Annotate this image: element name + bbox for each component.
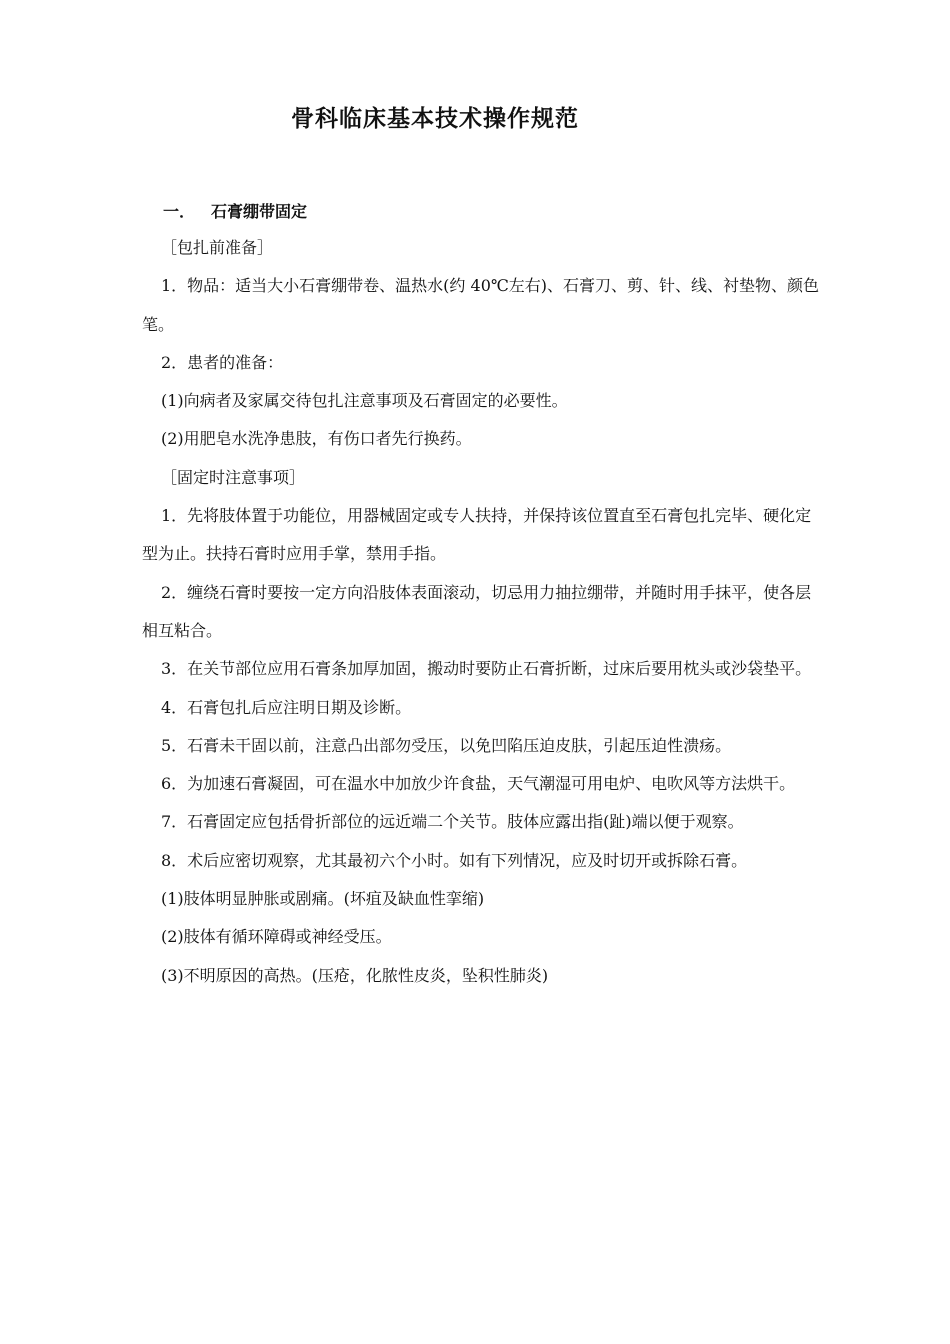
paragraph-subitem: (2)用肥皂水洗净患肢，有伤口者先行换药。 — [161, 429, 472, 449]
paragraph-item: 5．石膏未干固以前，注意凸出部勿受压，以免凹陷压迫皮肤，引起压迫性溃疡。 — [161, 735, 732, 755]
paragraph-item: 7．石膏固定应包括骨折部位的远近端二个关节。肢体应露出指(趾)端以便于观察。 — [161, 812, 744, 832]
section-heading — [163, 199, 307, 222]
paragraph-item: 8．术后应密切观察，尤其最初六个小时。如有下列情况，应及时切开或拆除石膏。 — [161, 850, 748, 870]
paragraph-subitem: (1)向病者及家属交待包扎注意事项及石膏固定的必要性。 — [161, 391, 568, 411]
paragraph-item: 2．缠绕石膏时要按一定方向沿肢体表面滚动，切忌用力抽拉绷带，并随时用手抹平，使各层相互粘合。 — [142, 582, 812, 640]
subheading-precautions: ［固定时注意事项］ — [161, 467, 306, 487]
paragraph-item: 1．物品：适当大小石膏绷带卷、温热水(约 40℃左右)、石膏刀、剪、针、线、衬垫物、颜色笔。 — [142, 276, 820, 334]
paragraph-subitem: (1)肢体明显肿胀或剧痛。(坏疽及缺血性挛缩) — [161, 889, 485, 909]
paragraph-subitem: (3)不明原因的高热。(压疮，化脓性皮炎，坠积性肺炎) — [161, 965, 549, 985]
subheading-preparation: ［包扎前准备］ — [161, 238, 274, 257]
paragraph-subitem: (2)肢体有循环障碍或神经受压。 — [161, 927, 392, 947]
paragraph-item: 6．为加速石膏凝固，可在温水中加放少许食盐，天气潮湿可用电炉、电吹风等方法烘干。 — [161, 774, 796, 794]
document-body — [142, 229, 822, 995]
paragraph-item: 4．石膏包扎后应注明日期及诊断。 — [161, 697, 412, 717]
paragraph-item: 3．在关节部位应用石膏条加厚加固，搬动时要防止石膏折断，过床后要用枕头或沙袋垫平。 — [161, 659, 812, 679]
paragraph-item: 2．患者的准备： — [161, 352, 284, 372]
document-title: 骨科临床基本技术操作规范 — [291, 106, 579, 132]
section-title: 石膏绷带固定 — [211, 202, 308, 221]
paragraph-item: 1．先将肢体置于功能位，用器械固定或专人扶持，并保持该位置直至石膏包扎完毕、硬化定型为止。扶持石膏时应用手掌，禁用手指。 — [142, 506, 812, 564]
section-number: 一． — [163, 202, 196, 221]
